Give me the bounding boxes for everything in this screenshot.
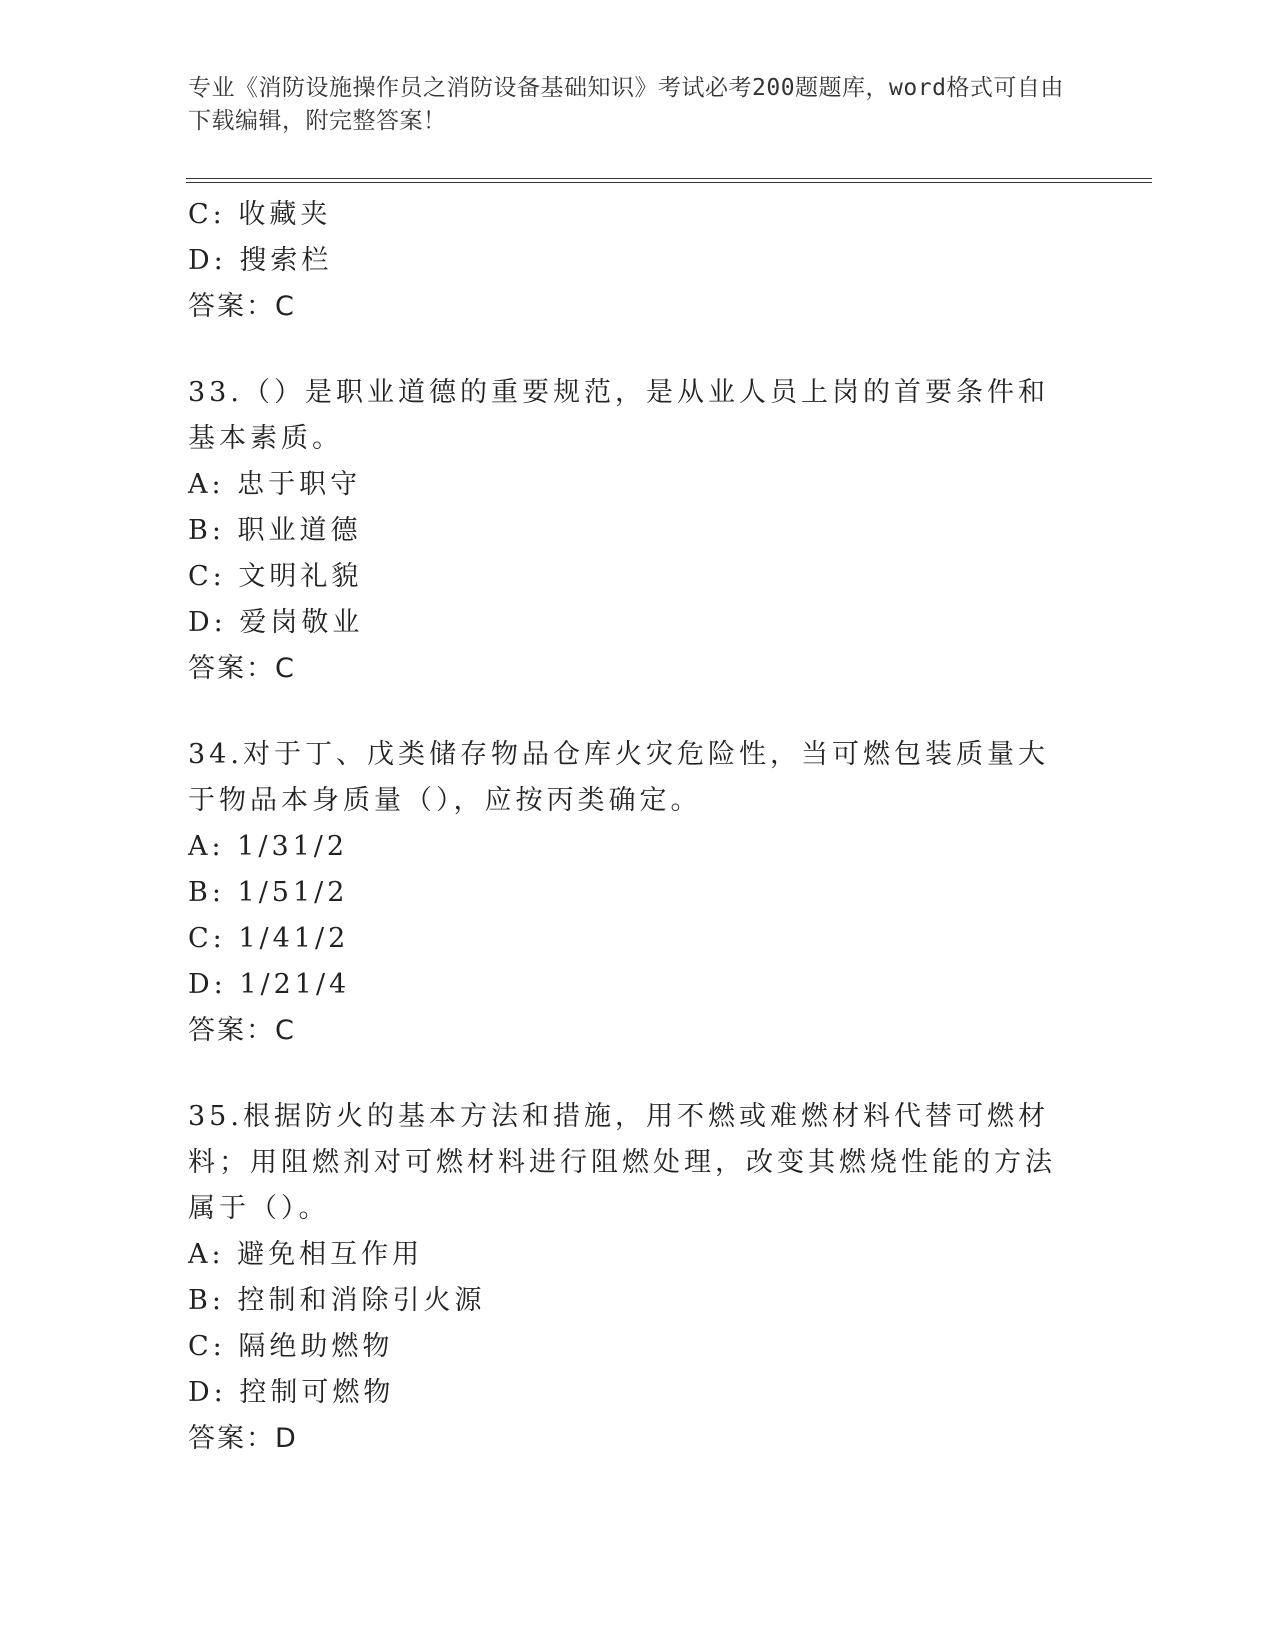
question-stem: 34.对于丁、戊类储存物品仓库火灾危险性，当可燃包装质量大于物品本身质量（），应按丙类确定。 — [188, 739, 1049, 816]
question-33 — [188, 370, 1088, 692]
option-c: C: 收藏夹 — [188, 199, 332, 230]
option-d: D: 搜索栏 — [188, 245, 333, 276]
header-divider-bottom — [186, 182, 1152, 183]
option-d: D: 1/21/4 — [188, 969, 351, 1000]
option-b: B: 控制和消除引火源 — [188, 1285, 486, 1316]
question-35 — [188, 1094, 1088, 1462]
header-divider-top — [186, 178, 1152, 179]
option-a: A: 忠于职守 — [188, 469, 362, 500]
option-d: D: 爱岗敬业 — [188, 607, 364, 638]
option-b: B: 1/51/2 — [188, 877, 349, 908]
answer-line: 答案：D — [188, 1423, 298, 1454]
question-34 — [188, 732, 1088, 1054]
document-header: 专业《消防设施操作员之消防设备基础知识》考试必考200题题库，word格式可自由下载编辑，附完整答案！ — [188, 75, 1064, 134]
option-a: A: 1/31/2 — [188, 831, 349, 862]
answer-line: 答案：C — [188, 1015, 296, 1046]
option-c: C: 隔绝助燃物 — [188, 1331, 394, 1362]
option-c: C: 1/41/2 — [188, 923, 350, 954]
question-content — [188, 192, 1088, 1462]
answer-line: 答案：C — [188, 653, 296, 684]
question-partial — [188, 192, 1088, 330]
option-b: B: 职业道德 — [188, 515, 362, 546]
question-stem: 33.（）是职业道德的重要规范，是从业人员上岗的首要条件和基本素质。 — [188, 377, 1049, 454]
option-a: A: 避免相互作用 — [188, 1239, 424, 1270]
option-d: D: 控制可燃物 — [188, 1377, 395, 1408]
option-c: C: 文明礼貌 — [188, 561, 363, 592]
question-stem: 35.根据防火的基本方法和措施，用不燃或难燃材料代替可燃材料；用阻燃剂对可燃材料进行阻燃处理，改变其燃烧性能的方法属于（）。 — [188, 1101, 1056, 1224]
answer-line: 答案：C — [188, 291, 296, 322]
